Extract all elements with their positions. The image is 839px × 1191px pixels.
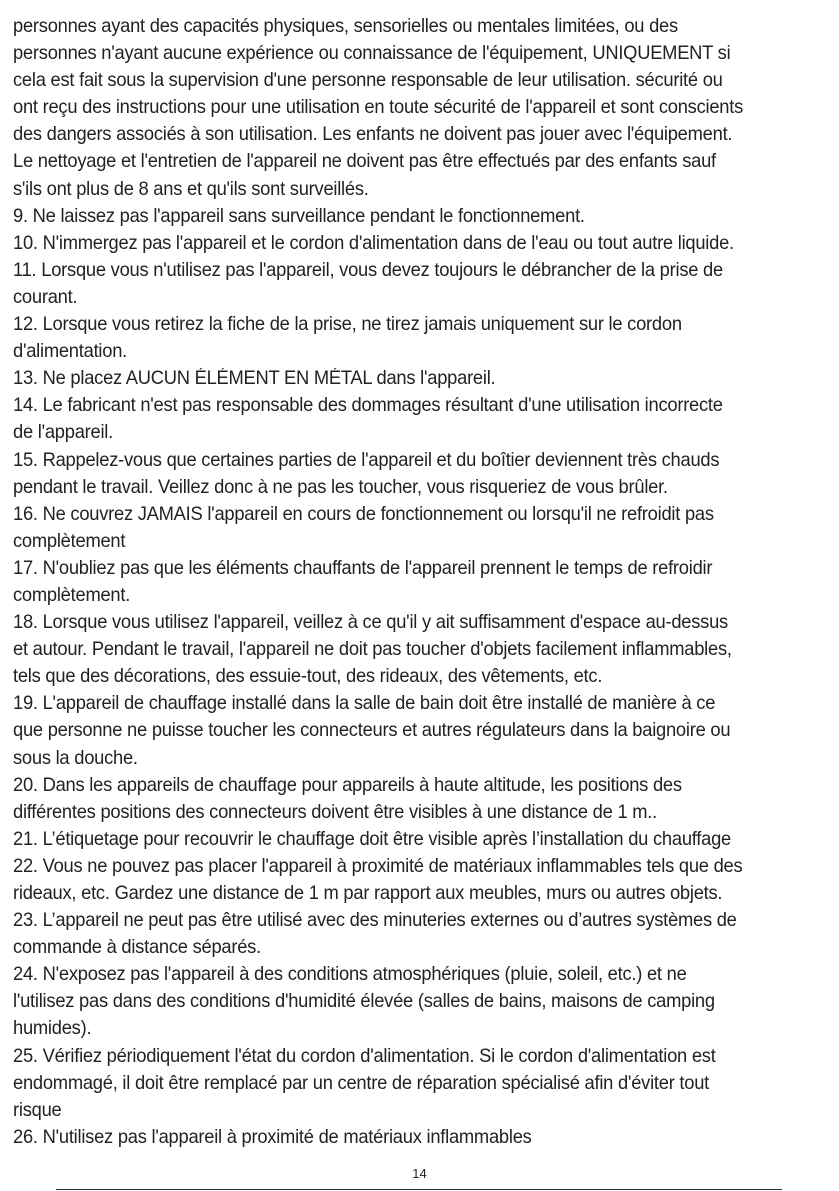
text-line: 21. L’étiquetage pour recouvrir le chauffage doit être visible après l’installation du chauffage: [13, 828, 731, 850]
text-line: 12. Lorsque vous retirez la fiche de la prise, ne tirez jamais uniquement sur le cordon: [13, 314, 682, 336]
text-line: tels que des décorations, des essuie-tout, des rideaux, des vêtements, etc.: [13, 666, 603, 688]
page-body-text: [13, 13, 837, 1151]
text-line: cela est fait sous la supervision d'une personne responsable de leur utilisation. sécurité ou: [13, 70, 723, 92]
text-line: 11. Lorsque vous n'utilisez pas l'appareil, vous devez toujours le débrancher de la prise de: [13, 259, 723, 281]
text-line: rideaux, etc. Gardez une distance de 1 m par rapport aux meubles, murs ou autres objets.: [13, 883, 723, 904]
text-line: 14. Le fabricant n'est pas responsable des dommages résultant d'une utilisation incorrecte: [13, 395, 723, 417]
text-line: 25. Vérifiez périodiquement l'état du cordon d'alimentation. Si le cordon d'alimentation est: [13, 1045, 716, 1067]
text-line: 17. N'oubliez pas que les éléments chauffants de l'appareil prennent le temps de refroidir: [13, 557, 713, 579]
text-line: différentes positions des connecteurs doivent être visibles à une distance de 1 m..: [13, 801, 657, 823]
text-line: 20. Dans les appareils de chauffage pour appareils à haute altitude, les positions des: [13, 774, 682, 796]
text-line: personnes ayant des capacités physiques, sensorielles ou mentales limitées, ou des: [13, 16, 678, 37]
text-line: 18. Lorsque vous utilisez l'appareil, veillez à ce qu'il y ait suffisamment d'espace au-dessus: [13, 612, 728, 634]
text-line: 22. Vous ne pouvez pas placer l'appareil à proximité de matériaux inflammables tels que des: [13, 855, 743, 877]
text-line: des dangers associés à son utilisation. Les enfants ne doivent pas jouer avec l'équipement.: [13, 124, 733, 146]
text-line: ont reçu des instructions pour une utilisation en toute sécurité de l'appareil et sont conscients: [13, 97, 744, 119]
text-line: Le nettoyage et l'entretien de l'appareil ne doivent pas être effectués par des enfants sauf: [13, 151, 716, 173]
text-line: 24. N'exposez pas l'appareil à des conditions atmosphériques (pluie, soleil, etc.) et ne: [13, 964, 687, 986]
text-line: que personne ne puisse toucher les connecteurs et autres régulateurs dans la baignoire ou: [13, 720, 731, 742]
page-number: 14: [412, 1166, 427, 1181]
text-line: personnes n'ayant aucune expérience ou connaissance de l'équipement, UNIQUEMENT si: [13, 43, 731, 65]
text-line: l'utilisez pas dans des conditions d'humidité élevée (salles de bains, maisons de camping: [13, 991, 715, 1013]
text-line: de l'appareil.: [13, 422, 113, 444]
text-line: commande à distance séparés.: [13, 937, 261, 959]
text-line: d'alimentation.: [13, 341, 128, 363]
text-line: 16. Ne couvrez JAMAIS l'appareil en cours de fonctionnement ou lorsqu'il ne refroidit pas: [13, 503, 714, 525]
text-line: 9. Ne laissez pas l'appareil sans surveillance pendant le fonctionnement.: [13, 205, 585, 227]
footer-divider: [56, 1189, 782, 1190]
text-line: 19. L'appareil de chauffage installé dans la salle de bain doit être installé de manière à ce: [13, 693, 716, 715]
text-line: courant.: [13, 286, 78, 308]
text-line: complètement: [13, 530, 126, 552]
text-line: complètement.: [13, 584, 131, 606]
text-line: 26. N'utilisez pas l'appareil à proximité de matériaux inflammables: [13, 1126, 532, 1148]
text-line: 23. L’appareil ne peut pas être utilisé avec des minuteries externes ou d’autres systèmes de: [13, 910, 737, 932]
text-line: et autour. Pendant le travail, l'appareil ne doit pas toucher d'objets facilement inflammables,: [13, 639, 732, 661]
text-line: pendant le travail. Veillez donc à ne pas les toucher, vous risqueriez de vous brûler.: [13, 476, 668, 498]
text-line: sous la douche.: [13, 747, 138, 769]
text-line: risque: [13, 1099, 62, 1121]
text-line: s'ils ont plus de 8 ans et qu'ils sont surveillés.: [13, 178, 369, 200]
text-line: 10. N'immergez pas l'appareil et le cordon d'alimentation dans de l'eau ou tout autre liquide.: [13, 232, 734, 254]
text-line: endommagé, il doit être remplacé par un centre de réparation spécialisé afin d'éviter tout: [13, 1072, 710, 1094]
text-line: humides).: [13, 1018, 92, 1040]
text-line: 15. Rappelez-vous que certaines parties de l'appareil et du boîtier deviennent très chauds: [13, 449, 720, 471]
text-line: 13. Ne placez AUCUN ÉLÉMENT EN MÉTAL dans l'appareil.: [13, 368, 496, 390]
